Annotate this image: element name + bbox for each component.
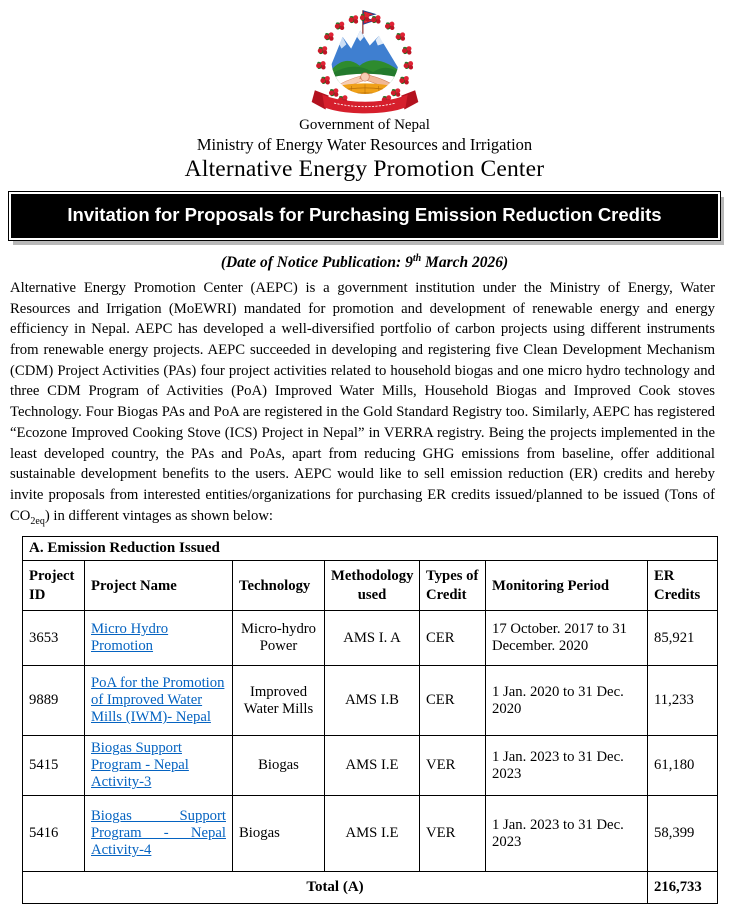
col-header-er-credits: ER Credits [648,561,718,611]
total-value: 216,733 [648,872,718,904]
notice-date-text: (Date of Notice Publication: 9 [220,253,413,271]
cell-er-credits: 58,399 [648,796,718,872]
cell-project-name [85,611,233,666]
cell-project-id: 9889 [23,666,85,736]
cell-methodology: AMS I. A [325,611,420,666]
emission-reduction-table [22,536,718,904]
notice-date-ordinal: th [412,252,422,264]
table-row [23,611,718,666]
table-row [23,666,718,736]
project-name-link[interactable]: PoA for the Promotion of Improved Water Mills (IWM)- Nepal [91,675,225,726]
cell-project-name [85,796,233,872]
cell-project-id: 3653 [23,611,85,666]
col-header-monitoring-period: Monitoring Period [486,561,648,611]
cell-credit-type: CER [420,666,486,736]
intro-text-end: ) in different vintages as shown below: [44,507,274,524]
cell-technology: Biogas [233,796,325,872]
intro-paragraph [10,278,715,532]
cell-methodology: AMS I.E [325,796,420,872]
col-header-project-id: Project ID [23,561,85,611]
notice-banner [8,191,721,241]
cell-er-credits: 85,921 [648,611,718,666]
notice-date-rest: March 2026) [421,253,509,271]
cell-project-id: 5416 [23,796,85,872]
col-header-technology: Technology [233,561,325,611]
table-row [23,796,718,872]
er-table-body [23,611,718,872]
cell-monitoring-period: 1 Jan. 2020 to 31 Dec. 2020 [486,666,648,736]
cell-project-id: 5415 [23,736,85,796]
table-total-row [23,872,718,904]
col-header-credit-type: Types of Credit [420,561,486,611]
nepal-coat-of-arms-icon [306,6,424,118]
col-header-methodology: Methodology used [325,561,420,611]
cell-monitoring-period: 1 Jan. 2023 to 31 Dec. 2023 [486,736,648,796]
cell-credit-type: VER [420,736,486,796]
ministry-title: Ministry of Energy Water Resources and Irrigation [196,134,533,154]
cell-monitoring-period: 17 October. 2017 to 31 December. 2020 [486,611,648,666]
project-name-link[interactable]: Biogas Support Program - Nepal Activity-3 [91,740,189,791]
project-name-link[interactable]: Biogas Support Program - Nepal Activity-4 [91,808,226,859]
cell-technology: Micro-hydro Power [233,611,325,666]
cell-credit-type: VER [420,796,486,872]
table-row [23,736,718,796]
cell-methodology: AMS I.E [325,736,420,796]
cell-project-name [85,736,233,796]
emblem-container [0,0,729,116]
government-title: Government of Nepal [299,117,430,133]
notice-date [0,253,729,272]
cell-er-credits: 61,180 [648,736,718,796]
cell-project-name [85,666,233,736]
cell-monitoring-period: 1 Jan. 2023 to 31 Dec. 2023 [486,796,648,872]
cell-technology: Improved Water Mills [233,666,325,736]
page-title: Alternative Energy Promotion Center [184,156,545,183]
notice-banner-title: Invitation for Proposals for Purchasing Emission Reduction Credits [11,194,718,238]
cell-credit-type: CER [420,611,486,666]
cell-methodology: AMS I.B [325,666,420,736]
intro-text: Alternative Energy Promotion Center (AEPC) is a government institution under the Ministry of Energy, Water Resources and Irrigation (MoEWRI) mandated for promotion and development of renewable energy and energy efficiency in Nepal. AEPC has developed a well-diversified portfolio of carbon projects using different instruments from renewable energy projects. AEPC succeeded in developing and registering five Clean Development Mechanism (CDM) Project Activities (PAs) four project activities related to household biogas and one micro hydro technology and three CDM Program of Activities (PoA) Improved Water Mills, Household Biogas and Improved Cook stoves Technology. Four Biogas PAs and PoA are registered in the Gold Standard Registry too. Similarly, AEPC has registered “Ecozone Improved Cooking Stove (ICS) Project in Nepal” in VERRA registry. Being the projects implemented in the least developed country, the PAs and PoAs, apart from reducing GHG emissions from baseline, offer additional sustainable development benefits to the users. AEPC would like to sell emission reduction (ER) credits and hereby invite proposals from interested entities/organizations for purchasing ER credits issued/planned to be issued (Tons of CO [10,279,715,524]
table-section-title: A. Emission Reduction Issued [23,537,718,561]
table-section-row [23,537,718,561]
co2eq-subscript: 2eq [30,515,45,527]
table-header-row [23,561,718,611]
total-label: Total (A) [23,872,648,904]
col-header-project-name: Project Name [85,561,233,611]
cell-er-credits: 11,233 [648,666,718,736]
project-name-link[interactable]: Micro Hydro Promotion [91,621,169,655]
cell-technology: Biogas [233,736,325,796]
